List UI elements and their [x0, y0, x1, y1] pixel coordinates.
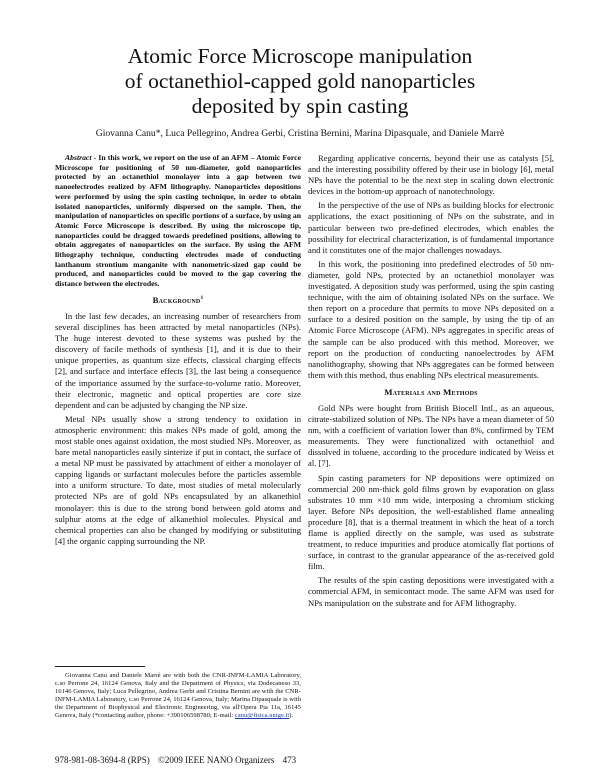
footer-copyright: ©2009 IEEE NANO Organizers: [158, 755, 275, 765]
methods-paragraph-1: Gold NPs were bought from British Biocell Intl., as an aqueous, citrate-stabilized solution of NPs. The NPs have a mean diameter of 50 nm, with a coefficient of variation lower than 8%, confirmed by TEM measurements. They were functionalized with octanethiol and dissolved in toluene, according to the procedure indicated by Weiss et al. [7].: [308, 402, 554, 469]
page-footer: [55, 755, 475, 765]
background-paragraph-2: Metal NPs usually show a strong tendency to oxidation in atmospheric environment: this makes NPs made of gold, among the most stable ones against oxidation, the most studied NPs. Moreover, as bare metal nanoparticles easily sinterize if put in contact, the surface of a metal NP must be passivated by attachment of either a monolayer of capping ligands or surfactant molecules before the particles assemble into a uniform structure. To date, most studies of metal molecularly protected NPs are of gold NPs encapsulated by an alkanethiol monolayer: this is due to the strong bond between gold atoms and sulphur atoms at the edge of alkanethiol molecules. Physical and chemical properties can also be changed by modifying or substituting [4] the organic capping surrounding the NP.: [55, 413, 301, 546]
footnote-text: Giovanna Canu and Daniele Marrè are with both the CNR-INFM-LAMIA Laboratory, c.so Perrone 24, 16124 Genova, Italy and the Department of Physics, via Dodecaneso 33, 16146 Genova, Italy; Luca Pellegrino, Andrea Gerbi and Cristina Bernini are with the CNR-INFM-LAMIA Laboratory, c.so Perrone 24, 16124 Genova, Italy; Marina Dipasquale is with the Department of Biophysical and Electronic Engineering, via all'Opera Pia 11a, 16145 Genova, Italy (*contacting author, phone: +390106598780; E-mail:: [55, 672, 301, 720]
title-line-1: Atomic Force Microscope manipulation: [127, 44, 473, 68]
abstract: [55, 153, 301, 289]
right-column: [308, 153, 554, 612]
author-affiliation-footnote: [55, 672, 301, 721]
footnote-rule: [55, 666, 145, 667]
abstract-lead: Abstract: [65, 153, 92, 162]
methods-paragraph-2: Spin casting parameters for NP depositions were optimized on commercial 200 nm-thick gold films grown by evaporation on glass substrates 10 mm ×10 mm wide, interposing a chromium sticking layer. Before NPs deposition, the well-established flame annealing procedure [8], that is a thermal treatment in which the heat of a torch flame is applied directly on the sample, was used as substrate treatment, to reduce impurities and produce atomically flat portions of surface, in contrast to the granular appearance of the as-received gold film.: [308, 472, 554, 572]
background-heading-text: Background: [152, 294, 201, 305]
intro-paragraph-2: In the perspective of the use of NPs as building blocks for electronic applications, the exact positioning of NPs on the substrate, and in particular between two pre-defined electrodes, which enables the possibility for electrical characterization, is of fundamental importance and it constitutes one of the major challenges nowadays.: [308, 200, 554, 255]
left-column: [55, 153, 301, 550]
paper-title: [60, 44, 540, 119]
title-line-2: of octanethiol-capped gold nanoparticles: [124, 69, 476, 93]
background-paragraph-1: In the last few decades, an increasing number of researchers from several disciplines has been attracted by metal nanoparticles (NPs). The huge interest devoted to these systems was pushed by the discovery of facile methods of synthesis [1], and it is due to their unique properties, as quantum size effects, classical charging effects [2], and surface and interface effects [3], the last being a consequence of the importance assumed by the surface-to-volume ratio. Moreover, their electronic, magnetic and optical properties are core size dependent and can be adjusted by changing the NP size.: [55, 310, 301, 410]
intro-paragraph-3: In this work, the positioning into predefined electrodes of 50 nm-diameter, gold NPs, protected by an octanethiol monolayer was investigated. A deposition study was performed, using the spin casting technique, with the aim of obtaining isolated NPs on the surface. We then report on a procedure that permits to move NPs deposited on a surface to a desired position on the sample, by using the tip of an Atomic Force Microscope (AFM). NPs aggregates in specific areas of the sample can be also produced with this method. Moreover, we report on the production of conducting nanoelectrodes by AFM nanolithography, showing that NPs aggregates can be formed between them with this method, thus enabling NPs electrical measurements.: [308, 258, 554, 380]
footnote-end: ).: [289, 712, 294, 720]
intro-paragraph-1: Regarding applicative concerns, beyond their use as catalysts [5], and the interesting possibility offered by their use in biology [6], metal NPs have the potential to be the next step in scaling down electronic devices in the bottom-up approach of nanotechnology.: [308, 153, 554, 197]
contact-email-link[interactable]: canu@fisica.unige.it: [234, 712, 290, 720]
background-footnote-marker: 1: [200, 294, 204, 301]
methods-paragraph-3: The results of the spin casting depositions were investigated with a commercial AFM, in semicontact mode. The same AFM was used for NPs manipulation on the substrate and for AFM lithography.: [308, 575, 554, 608]
methods-heading: Materials and Methods: [384, 386, 478, 397]
background-heading: [55, 295, 301, 306]
abstract-text: - In this work, we report on the use of an AFM – Atomic Force Microscope for positioning of 50 nm-diameter, gold nanoparticles protected by an octanethiol monolayer into a gap between two nanoelectrodes realized by AFM lithography. Nanoparticles depositions were performed by using the spin casting technique, in order to obtain isolated nanoparticles, uniformly dispersed on the sample. Then, the manipulation of nanoparticles on specific portions of a surface, by using an Atomic Force Microscope is described. By using the microscope tip, nanoparticles could be dragged towards predefined positions, allowing to obtain aggregates of nanoparticles on the surface. By using the AFM lithography technique, conducting electrodes made of conducting lanthanum strontium manganite with nanometric-sized gap could be produced, and nanoparticles could be moved to the gap covering the distance between the electrodes.: [55, 153, 301, 289]
author-list: Giovanna Canu*, Luca Pellegrino, Andrea Gerbi, Cristina Bernini, Marina Dipasquale, and Daniele Marrè: [95, 128, 505, 139]
title-line-3: deposited by spin casting: [191, 94, 409, 118]
footer-page-number: 473: [282, 755, 297, 765]
footer-isbn: 978-981-08-3694-8 (RPS): [55, 755, 150, 765]
